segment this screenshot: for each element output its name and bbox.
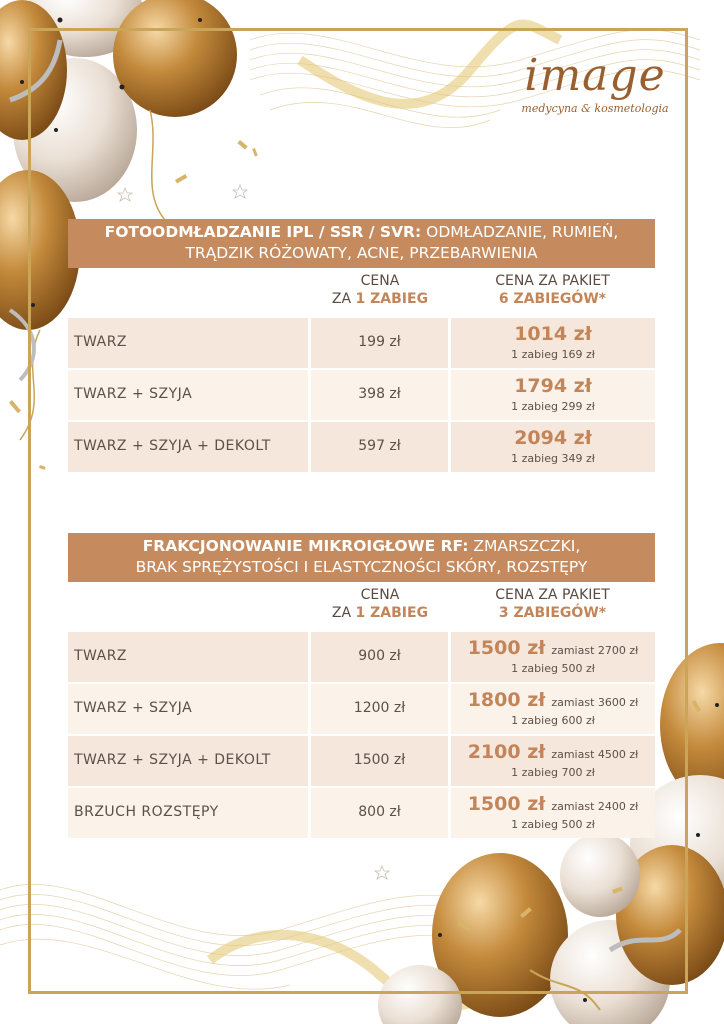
- table-row: [68, 370, 655, 420]
- col-package-line1: CENA ZA PAKIET: [495, 273, 610, 289]
- col-package-line1: CENA ZA PAKIET: [495, 587, 610, 603]
- section-ipl-title: [68, 219, 655, 268]
- section-rf-title-bold: FRAKCJONOWANIE MIKROIGŁOWE RF:: [142, 537, 469, 555]
- section-ipl-title-bold: FOTOODMŁADZANIE IPL / SSR / SVR:: [104, 223, 422, 241]
- col-package-header: [450, 586, 655, 622]
- table-row: [68, 318, 655, 368]
- section-rf-title-line2: BRAK SPRĘŻYSTOŚCI I ELASTYCZNOŚCI SKÓRY, ROZSTĘPY: [135, 558, 588, 576]
- single-price: 597 zł: [358, 438, 401, 454]
- table-row: [68, 422, 655, 472]
- section-rf-title: [68, 533, 655, 582]
- table-row: [68, 684, 655, 734]
- instead-price: zamiast 3600 zł: [551, 696, 639, 709]
- col-single-header: [312, 272, 448, 308]
- col-single-bold: 1 ZABIEG: [355, 605, 429, 621]
- col-single-line1: CENA: [360, 587, 400, 603]
- col-single-pre: ZA: [331, 605, 356, 621]
- table-row: [68, 788, 655, 838]
- per-session-price: 1 zabieg 299 zł: [511, 400, 595, 413]
- instead-price: zamiast 4500 zł: [551, 748, 639, 761]
- section-ipl-title-rest: ODMŁADZANIE, RUMIEŃ,: [421, 223, 619, 241]
- instead-price: zamiast 2700 zł: [551, 644, 639, 657]
- treatment-name: TWARZ + SZYJA: [74, 386, 193, 402]
- single-price: 800 zł: [358, 804, 401, 820]
- single-price: 1200 zł: [353, 700, 406, 716]
- section-ipl-title-line2: TRĄDZIK RÓŻOWATY, ACNE, PRZEBARWIENIA: [185, 244, 538, 262]
- single-price: 398 zł: [358, 386, 401, 402]
- col-single-pre: ZA: [331, 291, 356, 307]
- single-price: 199 zł: [358, 334, 401, 350]
- section-rf: [68, 533, 655, 840]
- gold-frame: [28, 28, 688, 994]
- package-price: 1500 zł: [467, 637, 546, 659]
- col-single-line1: CENA: [360, 273, 400, 289]
- per-session-price: 1 zabieg 169 zł: [511, 348, 595, 361]
- logo-tagline: medycyna & kosmetologia: [521, 102, 669, 115]
- section-ipl-column-headers: [68, 268, 655, 318]
- single-price: 1500 zł: [353, 752, 406, 768]
- treatment-name: BRZUCH ROZSTĘPY: [74, 804, 219, 820]
- section-ipl: [68, 219, 655, 474]
- col-package-bold: 6 ZABIEGÓW*: [498, 291, 607, 307]
- single-price: 900 zł: [358, 648, 401, 664]
- per-session-price: 1 zabieg 700 zł: [511, 766, 595, 779]
- table-row: [68, 632, 655, 682]
- treatment-name: TWARZ + SZYJA: [74, 700, 193, 716]
- col-single-bold: 1 ZABIEG: [355, 291, 429, 307]
- table-row: [68, 736, 655, 786]
- treatment-name: TWARZ: [74, 648, 128, 664]
- treatment-name: TWARZ: [74, 334, 128, 350]
- per-session-price: 1 zabieg 600 zł: [511, 714, 595, 727]
- package-price: 1014 zł: [514, 323, 592, 345]
- package-price: 2100 zł: [467, 741, 546, 763]
- col-single-header: [312, 586, 448, 622]
- instead-price: zamiast 2400 zł: [551, 800, 639, 813]
- treatment-name: TWARZ + SZYJA + DEKOLT: [74, 438, 271, 454]
- per-session-price: 1 zabieg 500 zł: [511, 662, 595, 675]
- per-session-price: 1 zabieg 500 zł: [511, 818, 595, 831]
- package-price: 1794 zł: [514, 375, 592, 397]
- logo-wordmark: image: [524, 50, 666, 101]
- per-session-price: 1 zabieg 349 zł: [511, 452, 595, 465]
- package-price: 2094 zł: [514, 427, 592, 449]
- section-rf-column-headers: [68, 582, 655, 632]
- package-price: 1800 zł: [467, 689, 546, 711]
- brand-logo: [510, 52, 680, 132]
- col-package-header: [450, 272, 655, 308]
- col-package-bold: 3 ZABIEGÓW*: [498, 605, 607, 621]
- section-rf-title-rest: ZMARSZCZKI,: [468, 537, 581, 555]
- package-price: 1500 zł: [467, 793, 546, 815]
- treatment-name: TWARZ + SZYJA + DEKOLT: [74, 752, 271, 768]
